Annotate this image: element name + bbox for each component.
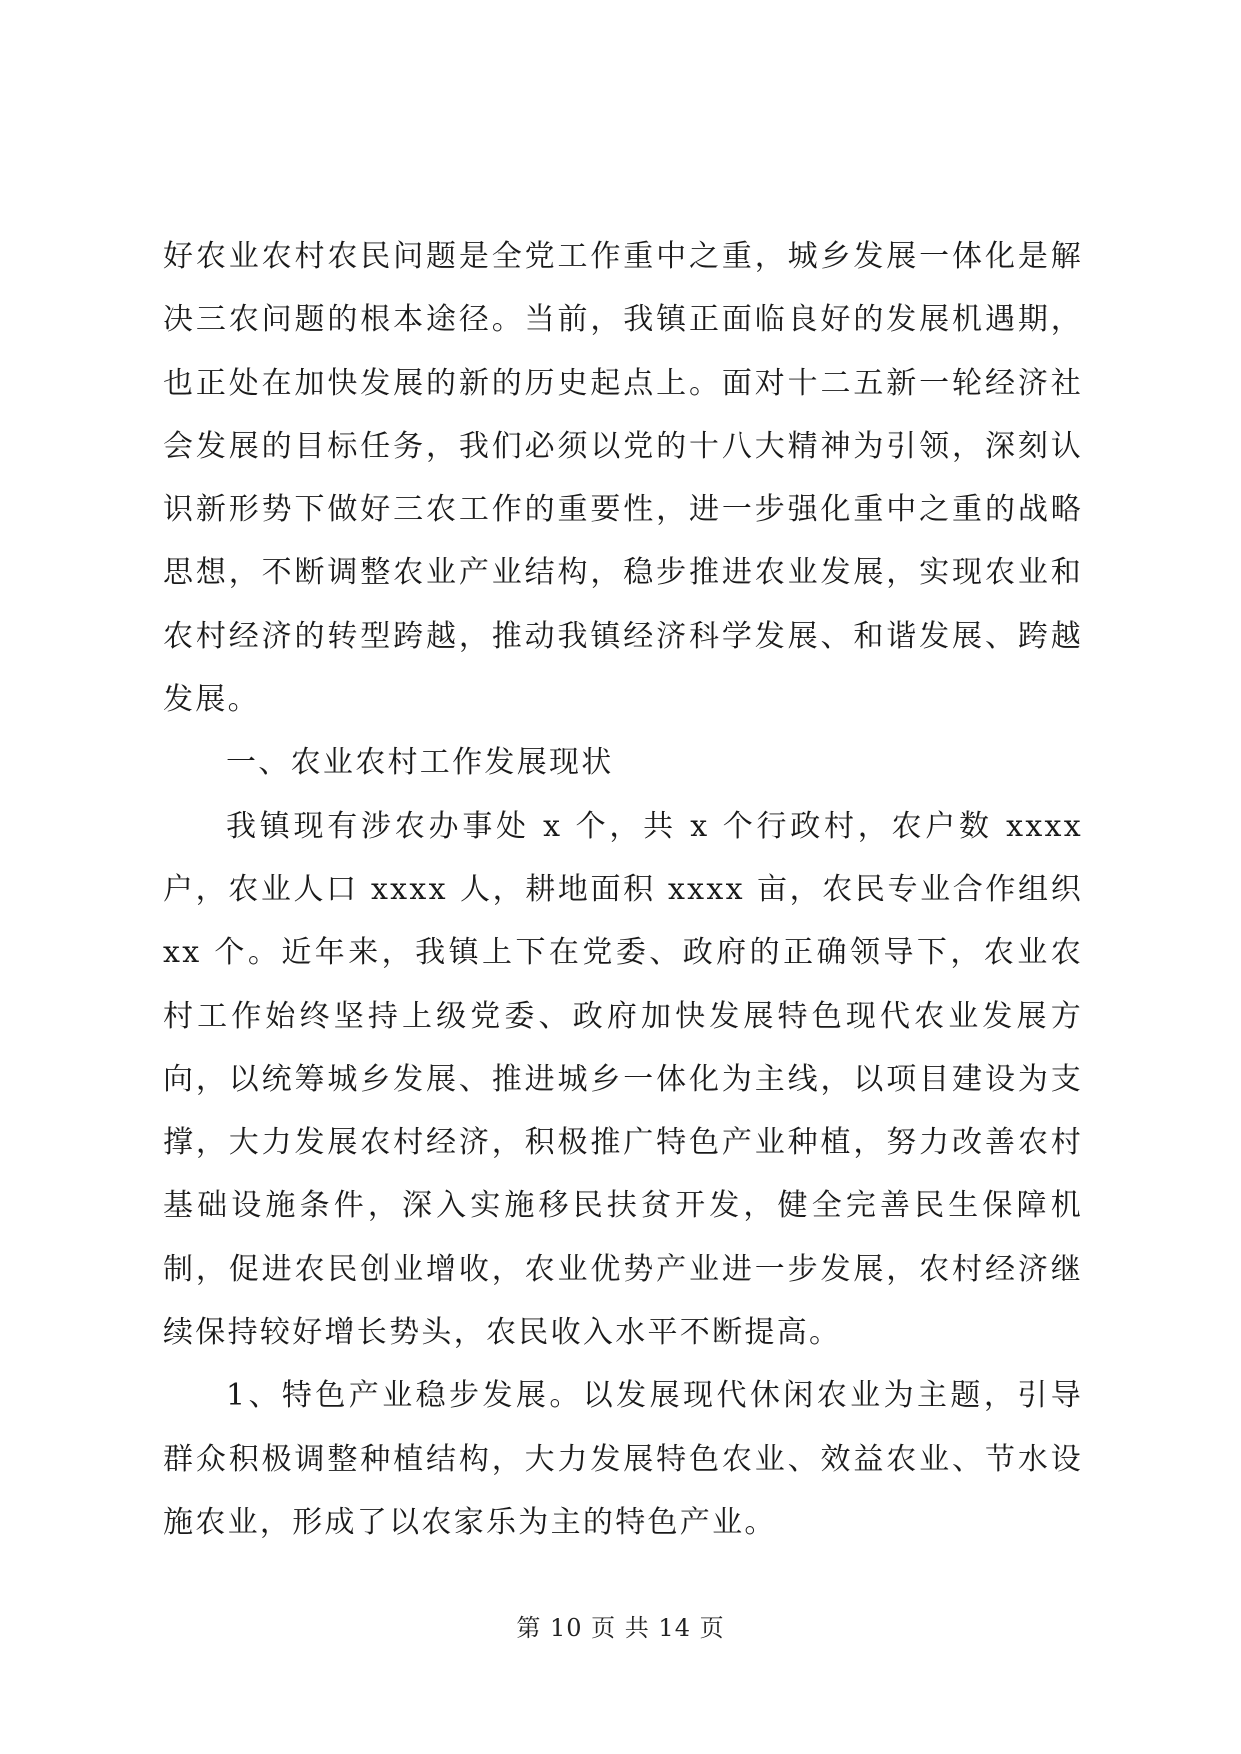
document-body — [163, 225, 1083, 1554]
page-number-footer: 第 10 页 共 14 页 — [516, 1614, 725, 1642]
body-paragraph: 我镇现有涉农办事处 x 个，共 x 个行政村，农户数 xxxx 户，农业人口 xxxx 人，耕地面积 xxxx 亩，农民专业合作组织 xx 个。近年来，我镇上下在党委、政府的正确领导下，农业农村工作始终坚持上级党委、政府加快发展特色现代农业发展方向，以统筹城乡发展、推进城乡一体化为主线，以项目建设为支撑，大力发展农村经济，积极推广特色产业种植，努力改善农村基础设施条件，深入实施移民扶贫开发，健全完善民生保障机制，促进农民创业增收，农业优势产业进一步发展，农村经济继续保持较好增长势头，农民收入水平不断提高。 — [163, 808, 1083, 1351]
body-paragraph: 1、特色产业稳步发展。以发展现代休闲农业为主题，引导群众积极调整种植结构，大力发展特色农业、效益农业、节水设施农业，形成了以农家乐为主的特色产业。 — [163, 1378, 1083, 1540]
section-heading: 一、农业农村工作发展现状 — [226, 745, 614, 781]
body-paragraph: 好农业农村农民问题是全党工作重中之重，城乡发展一体化是解决三农问题的根本途径。当前，我镇正面临良好的发展机遇期，也正处在加快发展的新的历史起点上。面对十二五新一轮经济社会发展的目标任务，我们必须以党的十八大精神为引领，深刻认识新形势下做好三农工作的重要性，进一步强化重中之重的战略思想，不断调整农业产业结构，稳步推进农业发展，实现农业和农村经济的转型跨越，推动我镇经济科学发展、和谐发展、跨越发展。 — [163, 239, 1083, 718]
